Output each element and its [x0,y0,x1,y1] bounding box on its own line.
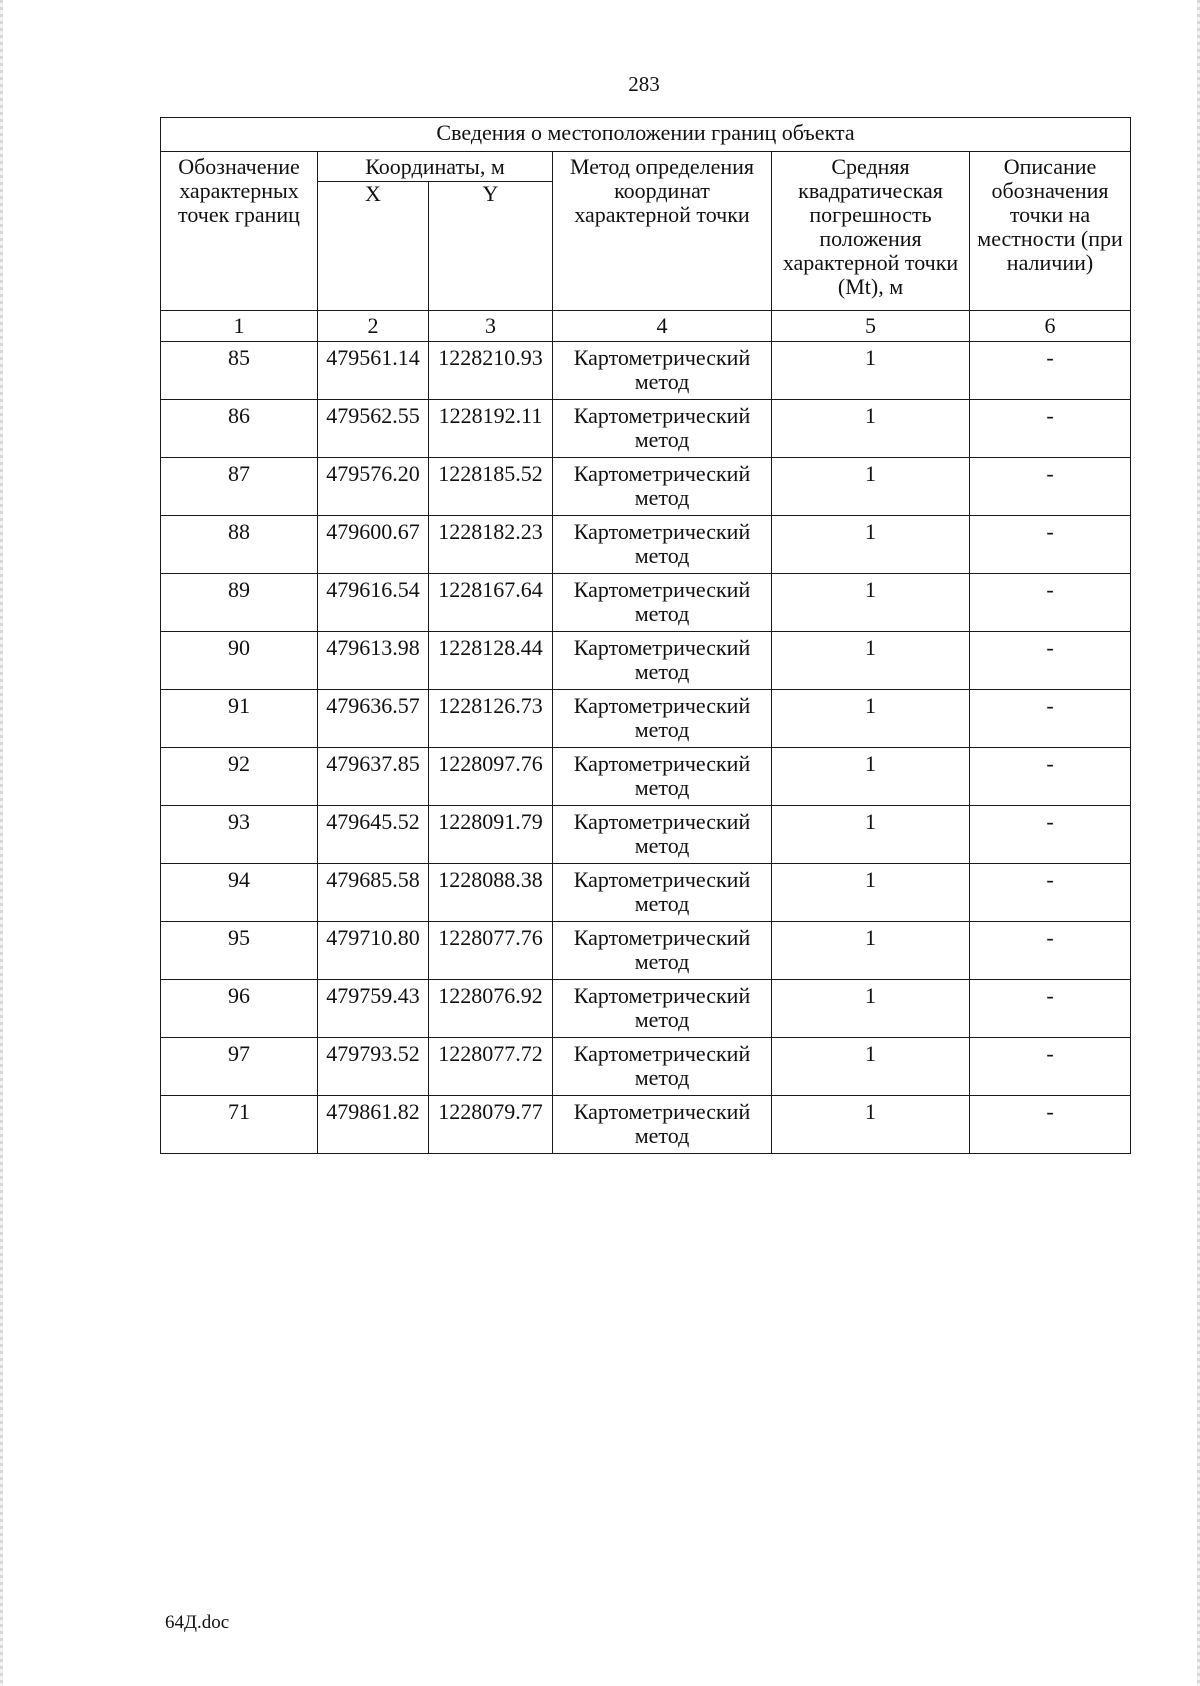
column-numbers-row [161,311,1131,342]
cell-y: 1228185.52 [429,458,553,516]
cell-error: 1 [772,922,970,980]
cell-y: 1228091.79 [429,806,553,864]
cell-x: 479685.58 [318,864,429,922]
cell-error: 1 [772,980,970,1038]
cell-point: 90 [161,632,318,690]
cell-y: 1228076.92 [429,980,553,1038]
cell-x: 479793.52 [318,1038,429,1096]
cell-description: - [970,342,1131,400]
table-row [161,516,1131,574]
cell-y: 1228126.73 [429,690,553,748]
cell-description: - [970,922,1131,980]
header-designation: Обозначение характерных точек границ [161,152,318,311]
cell-error: 1 [772,690,970,748]
cell-point: 97 [161,1038,318,1096]
cell-x: 479710.80 [318,922,429,980]
cell-description: - [970,516,1131,574]
table-row [161,1038,1131,1096]
table-row [161,574,1131,632]
cell-description: - [970,690,1131,748]
table-row [161,806,1131,864]
cell-description: - [970,980,1131,1038]
cell-point: 87 [161,458,318,516]
cell-description: - [970,806,1131,864]
cell-method: Картометрический метод [553,690,772,748]
cell-y: 1228210.93 [429,342,553,400]
column-number: 6 [970,311,1131,342]
column-number: 2 [318,311,429,342]
cell-method: Картометрический метод [553,342,772,400]
cell-error: 1 [772,574,970,632]
cell-method: Картометрический метод [553,516,772,574]
cell-error: 1 [772,806,970,864]
cell-description: - [970,632,1131,690]
table-row [161,690,1131,748]
cell-y: 1228192.11 [429,400,553,458]
cell-y: 1228077.76 [429,922,553,980]
table-title: Сведения о местоположении границ объекта [161,118,1131,152]
cell-y: 1228182.23 [429,516,553,574]
cell-description: - [970,864,1131,922]
table-row [161,400,1131,458]
cell-description: - [970,400,1131,458]
column-number: 5 [772,311,970,342]
cell-y: 1228088.38 [429,864,553,922]
table-row [161,980,1131,1038]
header-error: Средняя квадратическая погрешность положения характерной точки (Mt), м [772,152,970,311]
cell-method: Картометрический метод [553,400,772,458]
cell-x: 479645.52 [318,806,429,864]
cell-y: 1228097.76 [429,748,553,806]
page-number: 283 [628,72,660,96]
table-row [161,632,1131,690]
cell-error: 1 [772,864,970,922]
cell-point: 91 [161,690,318,748]
cell-description: - [970,1096,1131,1154]
cell-method: Картометрический метод [553,748,772,806]
cell-method: Картометрический метод [553,980,772,1038]
header-description: Описание обозначения точки на местности (при наличии) [970,152,1131,311]
table-row [161,864,1131,922]
cell-point: 86 [161,400,318,458]
cell-point: 94 [161,864,318,922]
footer-filename: 64Д.doc [165,1612,230,1633]
cell-point: 92 [161,748,318,806]
table-title-row [161,118,1131,152]
cell-x: 479616.54 [318,574,429,632]
header-y: Y [429,182,553,311]
cell-method: Картометрический метод [553,458,772,516]
cell-x: 479637.85 [318,748,429,806]
cell-x: 479613.98 [318,632,429,690]
cell-error: 1 [772,400,970,458]
cell-description: - [970,1038,1131,1096]
header-coordinates: Координаты, м [318,152,553,182]
cell-method: Картометрический метод [553,1096,772,1154]
cell-point: 89 [161,574,318,632]
cell-description: - [970,748,1131,806]
table-header-row [161,152,1131,182]
cell-x: 479861.82 [318,1096,429,1154]
cell-x: 479600.67 [318,516,429,574]
cell-method: Картометрический метод [553,574,772,632]
cell-method: Картометрический метод [553,922,772,980]
cell-x: 479562.55 [318,400,429,458]
cell-method: Картометрический метод [553,1038,772,1096]
cell-y: 1228079.77 [429,1096,553,1154]
cell-point: 96 [161,980,318,1038]
cell-error: 1 [772,1096,970,1154]
cell-point: 95 [161,922,318,980]
cell-description: - [970,574,1131,632]
cell-description: - [970,458,1131,516]
table-row [161,922,1131,980]
cell-point: 88 [161,516,318,574]
cell-point: 93 [161,806,318,864]
table-row [161,458,1131,516]
scan-edge-left [0,0,3,1686]
cell-y: 1228077.72 [429,1038,553,1096]
cell-x: 479636.57 [318,690,429,748]
column-number: 3 [429,311,553,342]
cell-error: 1 [772,632,970,690]
cell-point: 71 [161,1096,318,1154]
cell-error: 1 [772,748,970,806]
table-row [161,342,1131,400]
column-number: 4 [553,311,772,342]
cell-x: 479576.20 [318,458,429,516]
column-number: 1 [161,311,318,342]
cell-error: 1 [772,458,970,516]
boundary-coordinates-table [160,117,1131,1154]
cell-x: 479759.43 [318,980,429,1038]
cell-method: Картометрический метод [553,806,772,864]
cell-error: 1 [772,342,970,400]
cell-error: 1 [772,1038,970,1096]
header-x: X [318,182,429,311]
cell-point: 85 [161,342,318,400]
cell-method: Картометрический метод [553,632,772,690]
cell-error: 1 [772,516,970,574]
cell-y: 1228128.44 [429,632,553,690]
cell-y: 1228167.64 [429,574,553,632]
table-row [161,748,1131,806]
table-row [161,1096,1131,1154]
cell-x: 479561.14 [318,342,429,400]
header-method: Метод определения координат характерной точки [553,152,772,311]
cell-method: Картометрический метод [553,864,772,922]
